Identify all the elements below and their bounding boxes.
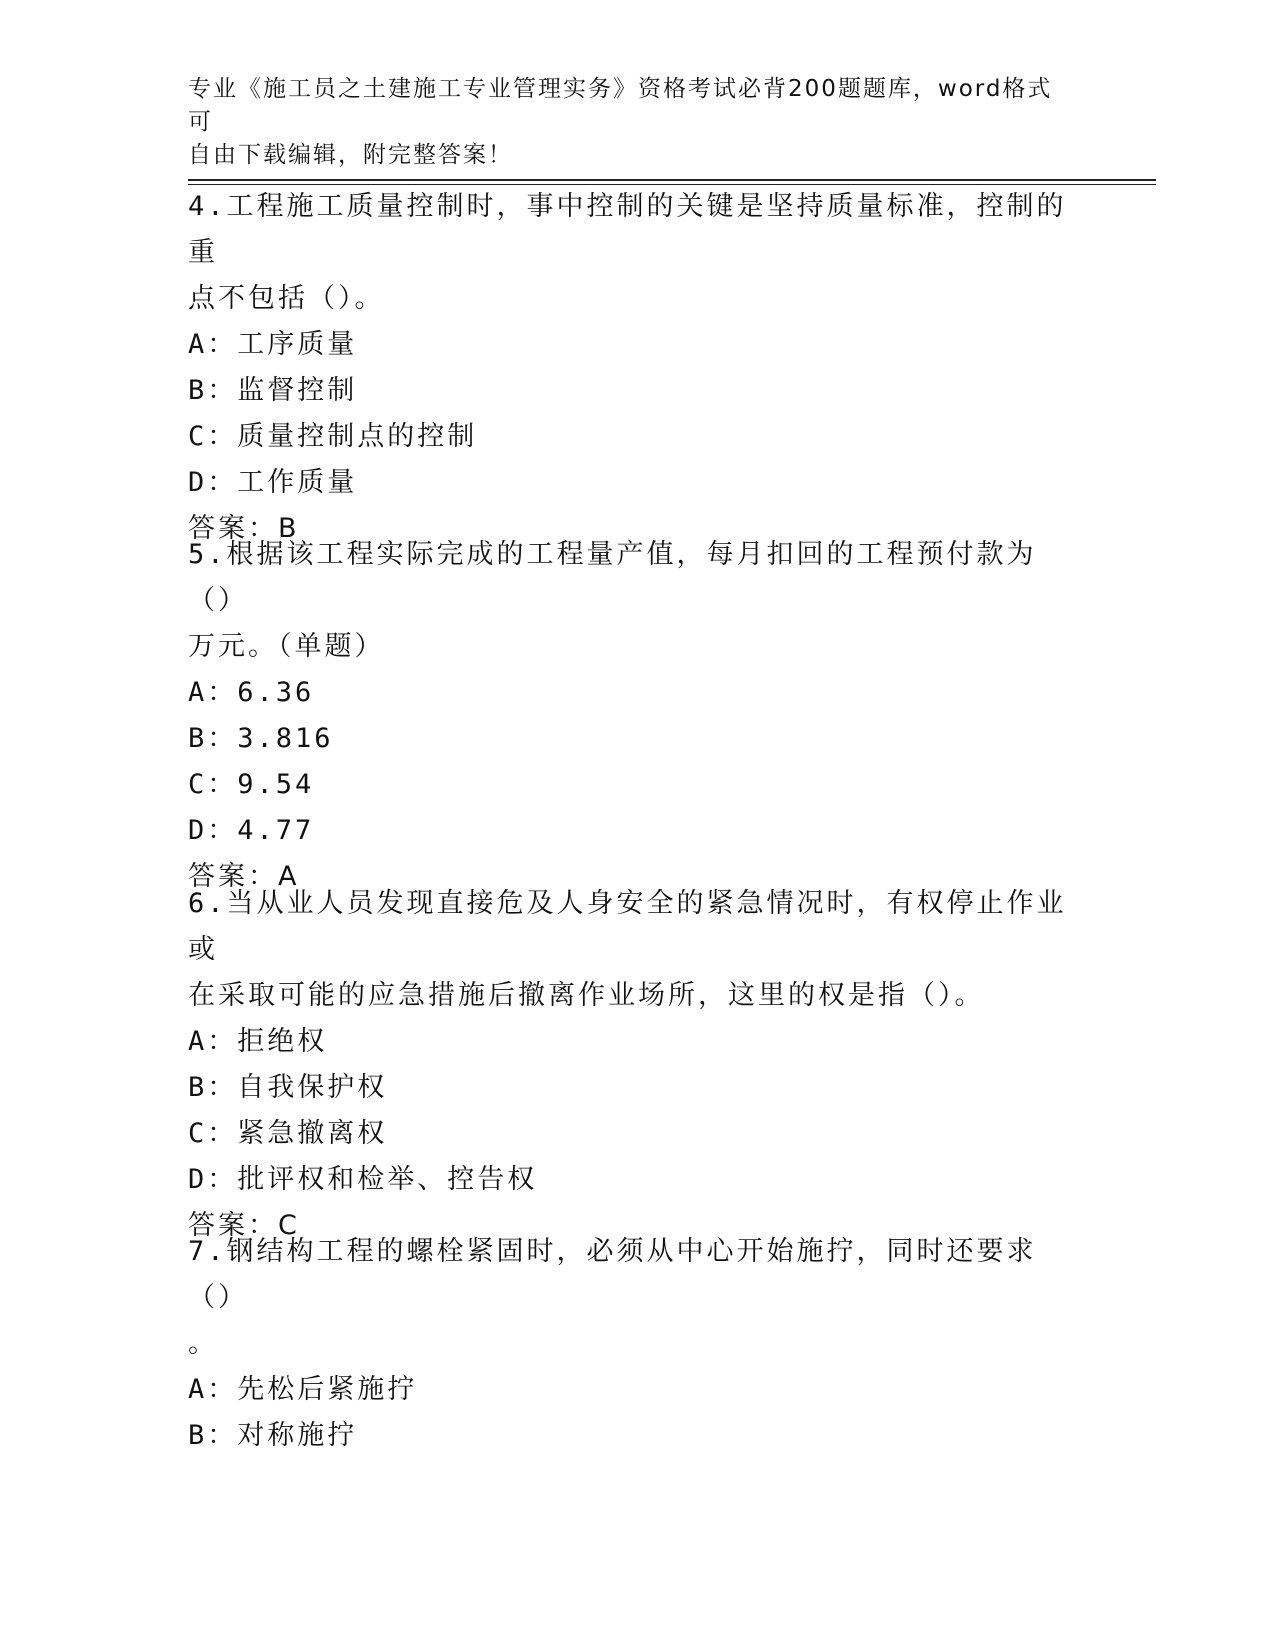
option-a: A：工序质量 (188, 329, 358, 360)
question-6 (188, 881, 1068, 1249)
document-header (188, 73, 1068, 172)
option-b: B：自我保护权 (188, 1072, 388, 1103)
option-c: C：质量控制点的控制 (188, 421, 478, 452)
question-stem-line-1: 6.当从业人员发现直接危及人身安全的紧急情况时，有权停止作业或 (188, 888, 1067, 965)
question-stem-line-2: 。 (188, 1328, 218, 1359)
question-5 (188, 532, 1068, 900)
option-b: B：对称施拧 (188, 1420, 358, 1451)
question-stem-line-2: 在采取可能的应急措施后撤离作业场所，这里的权是指（）。 (188, 980, 985, 1011)
option-a: A：6.36 (188, 677, 315, 708)
question-stem-line-1: 4.工程施工质量控制时，事中控制的关键是坚持质量标准，控制的重 (188, 191, 1067, 268)
option-d: D：批评权和检举、控告权 (188, 1164, 538, 1195)
header-divider-thick (188, 179, 1156, 181)
option-a: A：先松后紧施拧 (188, 1374, 418, 1405)
header-title-line-1: 专业《施工员之土建施工专业管理实务》资格考试必背200题题库，word格式可 (188, 76, 1053, 135)
answer-label: 答案：C (188, 1210, 300, 1241)
option-d: D：工作质量 (188, 467, 358, 498)
question-stem-line-2: 点不包括（）。 (188, 283, 385, 314)
option-b: B：监督控制 (188, 375, 358, 406)
question-stem-line-2: 万元。（单题） (188, 631, 385, 662)
option-a: A：拒绝权 (188, 1026, 328, 1057)
question-stem-line-1: 5.根据该工程实际完成的工程量产值，每月扣回的工程预付款为（） (188, 539, 1037, 616)
answer-label: 答案：B (188, 513, 300, 544)
option-c: C：紧急撤离权 (188, 1118, 388, 1149)
option-b: B：3.816 (188, 723, 334, 754)
option-d: D：4.77 (188, 815, 315, 846)
answer-label: 答案：A (188, 861, 300, 892)
option-c: C：9.54 (188, 769, 315, 800)
question-stem-line-1: 7.钢结构工程的螺栓紧固时，必须从中心开始施拧，同时还要求（） (188, 1236, 1037, 1313)
question-7 (188, 1229, 1068, 1459)
question-4 (188, 184, 1068, 552)
header-title-line-2: 自由下载编辑，附完整答案！ (188, 142, 513, 168)
